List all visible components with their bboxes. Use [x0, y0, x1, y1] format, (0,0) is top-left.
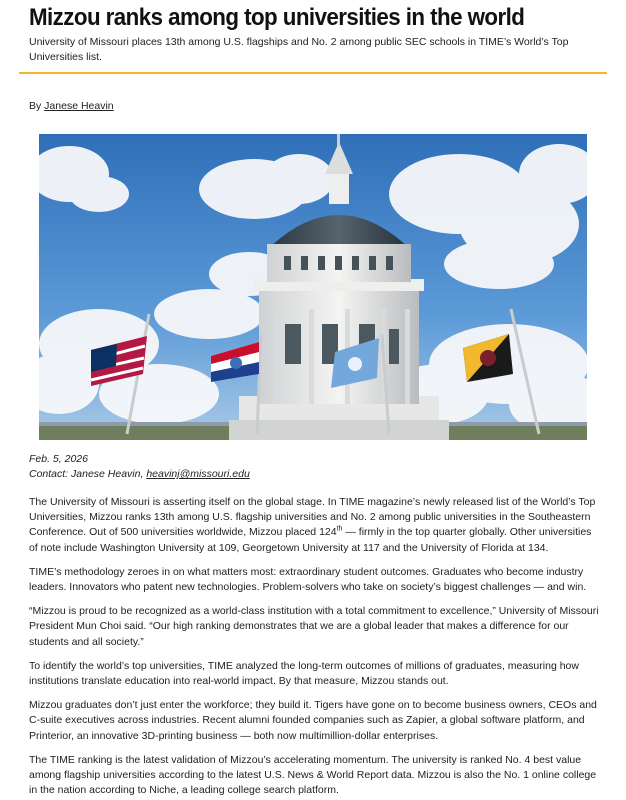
author-link[interactable]: Janese Heavin	[44, 100, 114, 112]
paragraph-5: Mizzou graduates don’t just enter the workforce; they build it. Tigers have gone on to become business owners, CEOs and C-suite executives across industries. Recent alumni founded companies such as Zapier, a global software platform, and Printerior, an innovative 3D-printing business — both now multimillion-dollar enterprises.	[29, 699, 597, 742]
contact-line	[29, 467, 250, 482]
paragraph-3: “Mizzou is proud to be recognized as a world-class institution with a total commitment to excellence,” University of Missouri President Mun Choi said. “Our high ranking demonstrates that we are a global leader that makes a difference for our students and all society.”	[29, 605, 599, 648]
contact-email-link[interactable]: heavinj@missouri.edu	[146, 468, 250, 480]
paragraph-1	[29, 495, 601, 556]
byline-prefix: By	[29, 100, 45, 112]
subheadline: University of Missouri places 13th among U.S. flagships and No. 2 among public SEC schools in TIME’s World’s Top Universities list.	[29, 36, 569, 63]
byline	[29, 100, 114, 112]
hero-photo	[39, 134, 587, 440]
dateline	[29, 452, 250, 482]
contact-prefix: Contact: Janese Heavin,	[29, 468, 147, 480]
paragraph-1-text-b: — firmly in the top quarter globally. Other universities of note include Washington University at 109, Georgetown University at 117 and the University of Florida at 134.	[29, 526, 592, 554]
publish-date: Feb. 5, 2026	[29, 453, 88, 465]
paragraph-1-text-a: The University of Missouri is asserting itself on the global stage. In TIME magazine’s newly released list of the World’s Top Universities, Mizzou ranks 13th among U.S. flagship universities and No. 2 among public universities in the Southeastern Conference. Out of 500 universities worldwide, Mizzou placed 124	[29, 496, 596, 539]
article-body	[29, 495, 601, 800]
headline: Mizzou ranks among top universities in the world	[29, 4, 525, 31]
ordinal-suffix: th	[336, 525, 343, 533]
gold-divider	[19, 72, 607, 74]
paragraph-4: To identify the world’s top universities, TIME analyzed the long-term outcomes of millions of graduates, measuring how institutions translate education into real-world impact. By that measure, Mizzou stands out.	[29, 659, 579, 688]
paragraph-6: The TIME ranking is the latest validation of Mizzou’s accelerating momentum. The university is ranked No. 4 best value among flagship universities according to the latest U.S. News & World Report data. Mizzou is also the No. 1 online college in the nation according to Niche, a leading college search platform.	[29, 753, 597, 797]
paragraph-2: TIME’s methodology zeroes in on what matters most: extraordinary student outcomes. Graduates who become industry leaders. Innovators who patent new technologies. Problem-solvers who take on society’s biggest challenges — and win.	[29, 565, 587, 594]
